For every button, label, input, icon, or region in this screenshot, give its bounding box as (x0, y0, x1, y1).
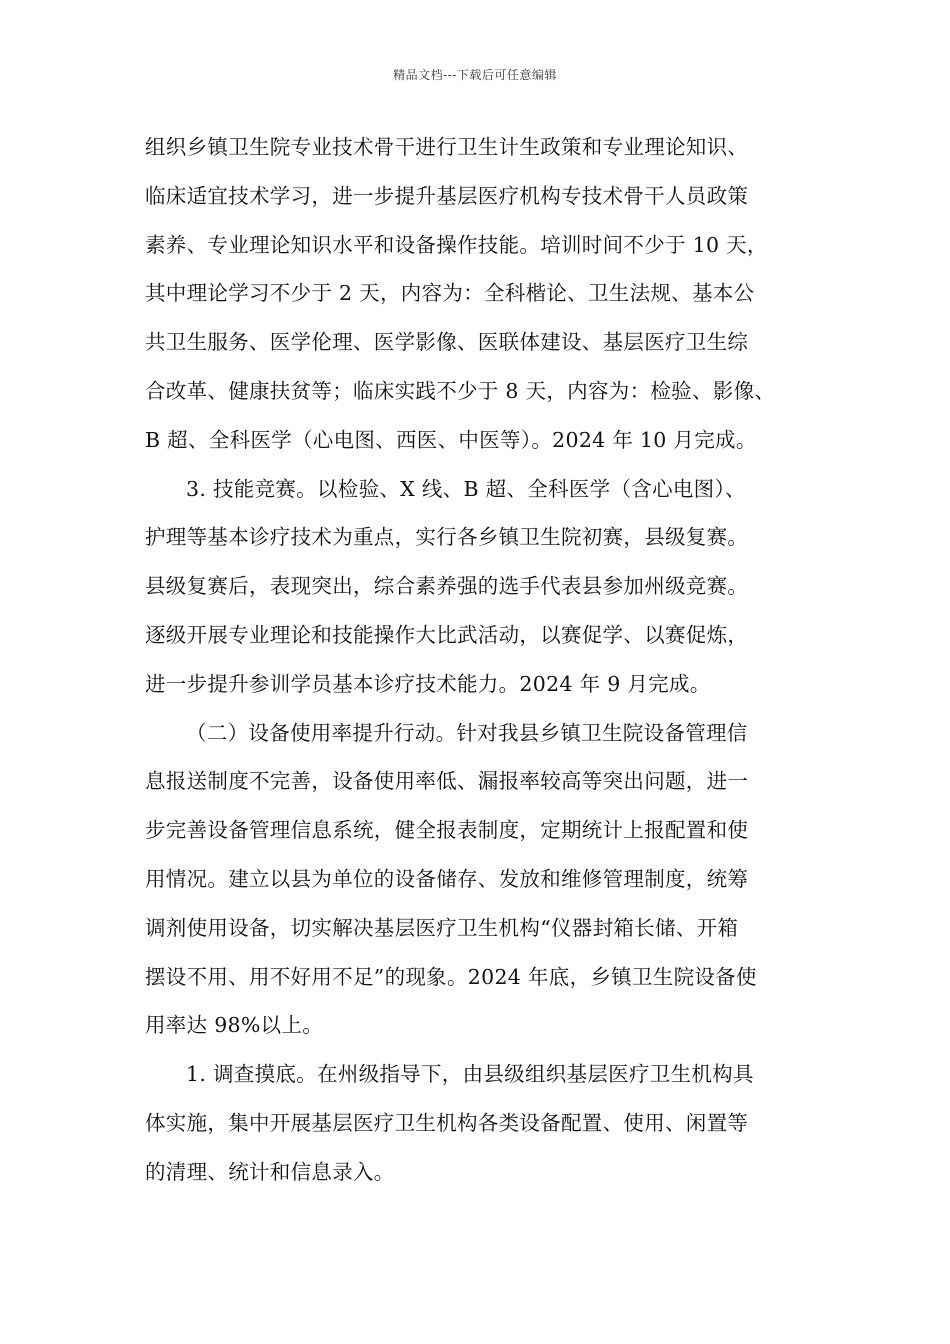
text-line: 3. 技能竞赛。以检验、X 线、B 超、全科医学（含心电图）、 (186, 476, 746, 501)
paragraph-training-content (145, 128, 825, 470)
text-line: 调剂使用设备，切实解决基层医疗卫生机构“仪器封箱长储、开箱 (145, 915, 739, 940)
text-line: 进一步提升参训学员基本诊疗技术能力。2024 年 9 月完成。 (145, 671, 711, 696)
text-line: （二）设备使用率提升行动。针对我县乡镇卫生院设备管理信 (186, 720, 748, 745)
text-line: 用率达 98%以上。 (145, 1013, 324, 1038)
paragraph-skill-competition (145, 470, 825, 714)
text-line: 摆设不用、用不好用不足”的现象。2024 年底，乡镇卫生院设备使 (145, 964, 757, 989)
text-line: 组织乡镇卫生院专业技术骨干进行卫生计生政策和专业理论知识、 (145, 135, 749, 159)
text-line: 护理等基本诊疗技术为重点，实行各乡镇卫生院初赛，县级复赛。 (145, 525, 749, 550)
document-body (145, 128, 825, 1202)
text-line: 体实施，集中开展基层医疗卫生机构各类设备配置、使用、闲置等 (145, 1110, 749, 1135)
text-line: 逐级开展专业理论和技能操作大比武活动，以赛促学、以赛促炼， (145, 622, 749, 647)
text-line: 素养、专业理论知识水平和设备操作技能。培训时间不少于 10 天， (145, 232, 768, 257)
text-line: 县级复赛后，表现突出，综合素养强的选手代表县参加州级竞赛。 (145, 574, 749, 599)
page-header: 精品文档---下载后可任意编辑 (393, 68, 557, 82)
text-line: 步完善设备管理信息系统，健全报表制度，定期统计上报配置和使 (145, 818, 749, 843)
text-line: 合改革、健康扶贫等；临床实践不少于 8 天，内容为：检验、影像、 (145, 378, 776, 403)
text-line: 用情况。建立以县为单位的设备储存、发放和维修管理制度，统筹 (145, 866, 749, 891)
text-line: 其中理论学习不少于 2 天，内容为：全科楷论、卫生法规、基本公 (145, 281, 755, 306)
text-line: 共卫生服务、医学伦理、医学影像、医联体建设、基层医疗卫生综 (145, 330, 749, 355)
paragraph-equipment-usage (145, 714, 825, 1056)
text-line: 息报送制度不完善，设备使用率低、漏报率较高等突出问题，进一 (145, 769, 749, 794)
text-line: B 超、全科医学（心电图、西医、中医等）。2024 年 10 月完成。 (145, 427, 757, 452)
paragraph-survey (145, 1055, 825, 1201)
text-line: 的清理、统计和信息录入。 (145, 1159, 395, 1184)
text-line: 1. 调查摸底。在州级指导下，由县级组织基层医疗卫生机构具 (186, 1062, 754, 1087)
text-line: 临床适宜技术学习，进一步提升基层医疗机构专技术骨干人员政策 (145, 183, 749, 208)
